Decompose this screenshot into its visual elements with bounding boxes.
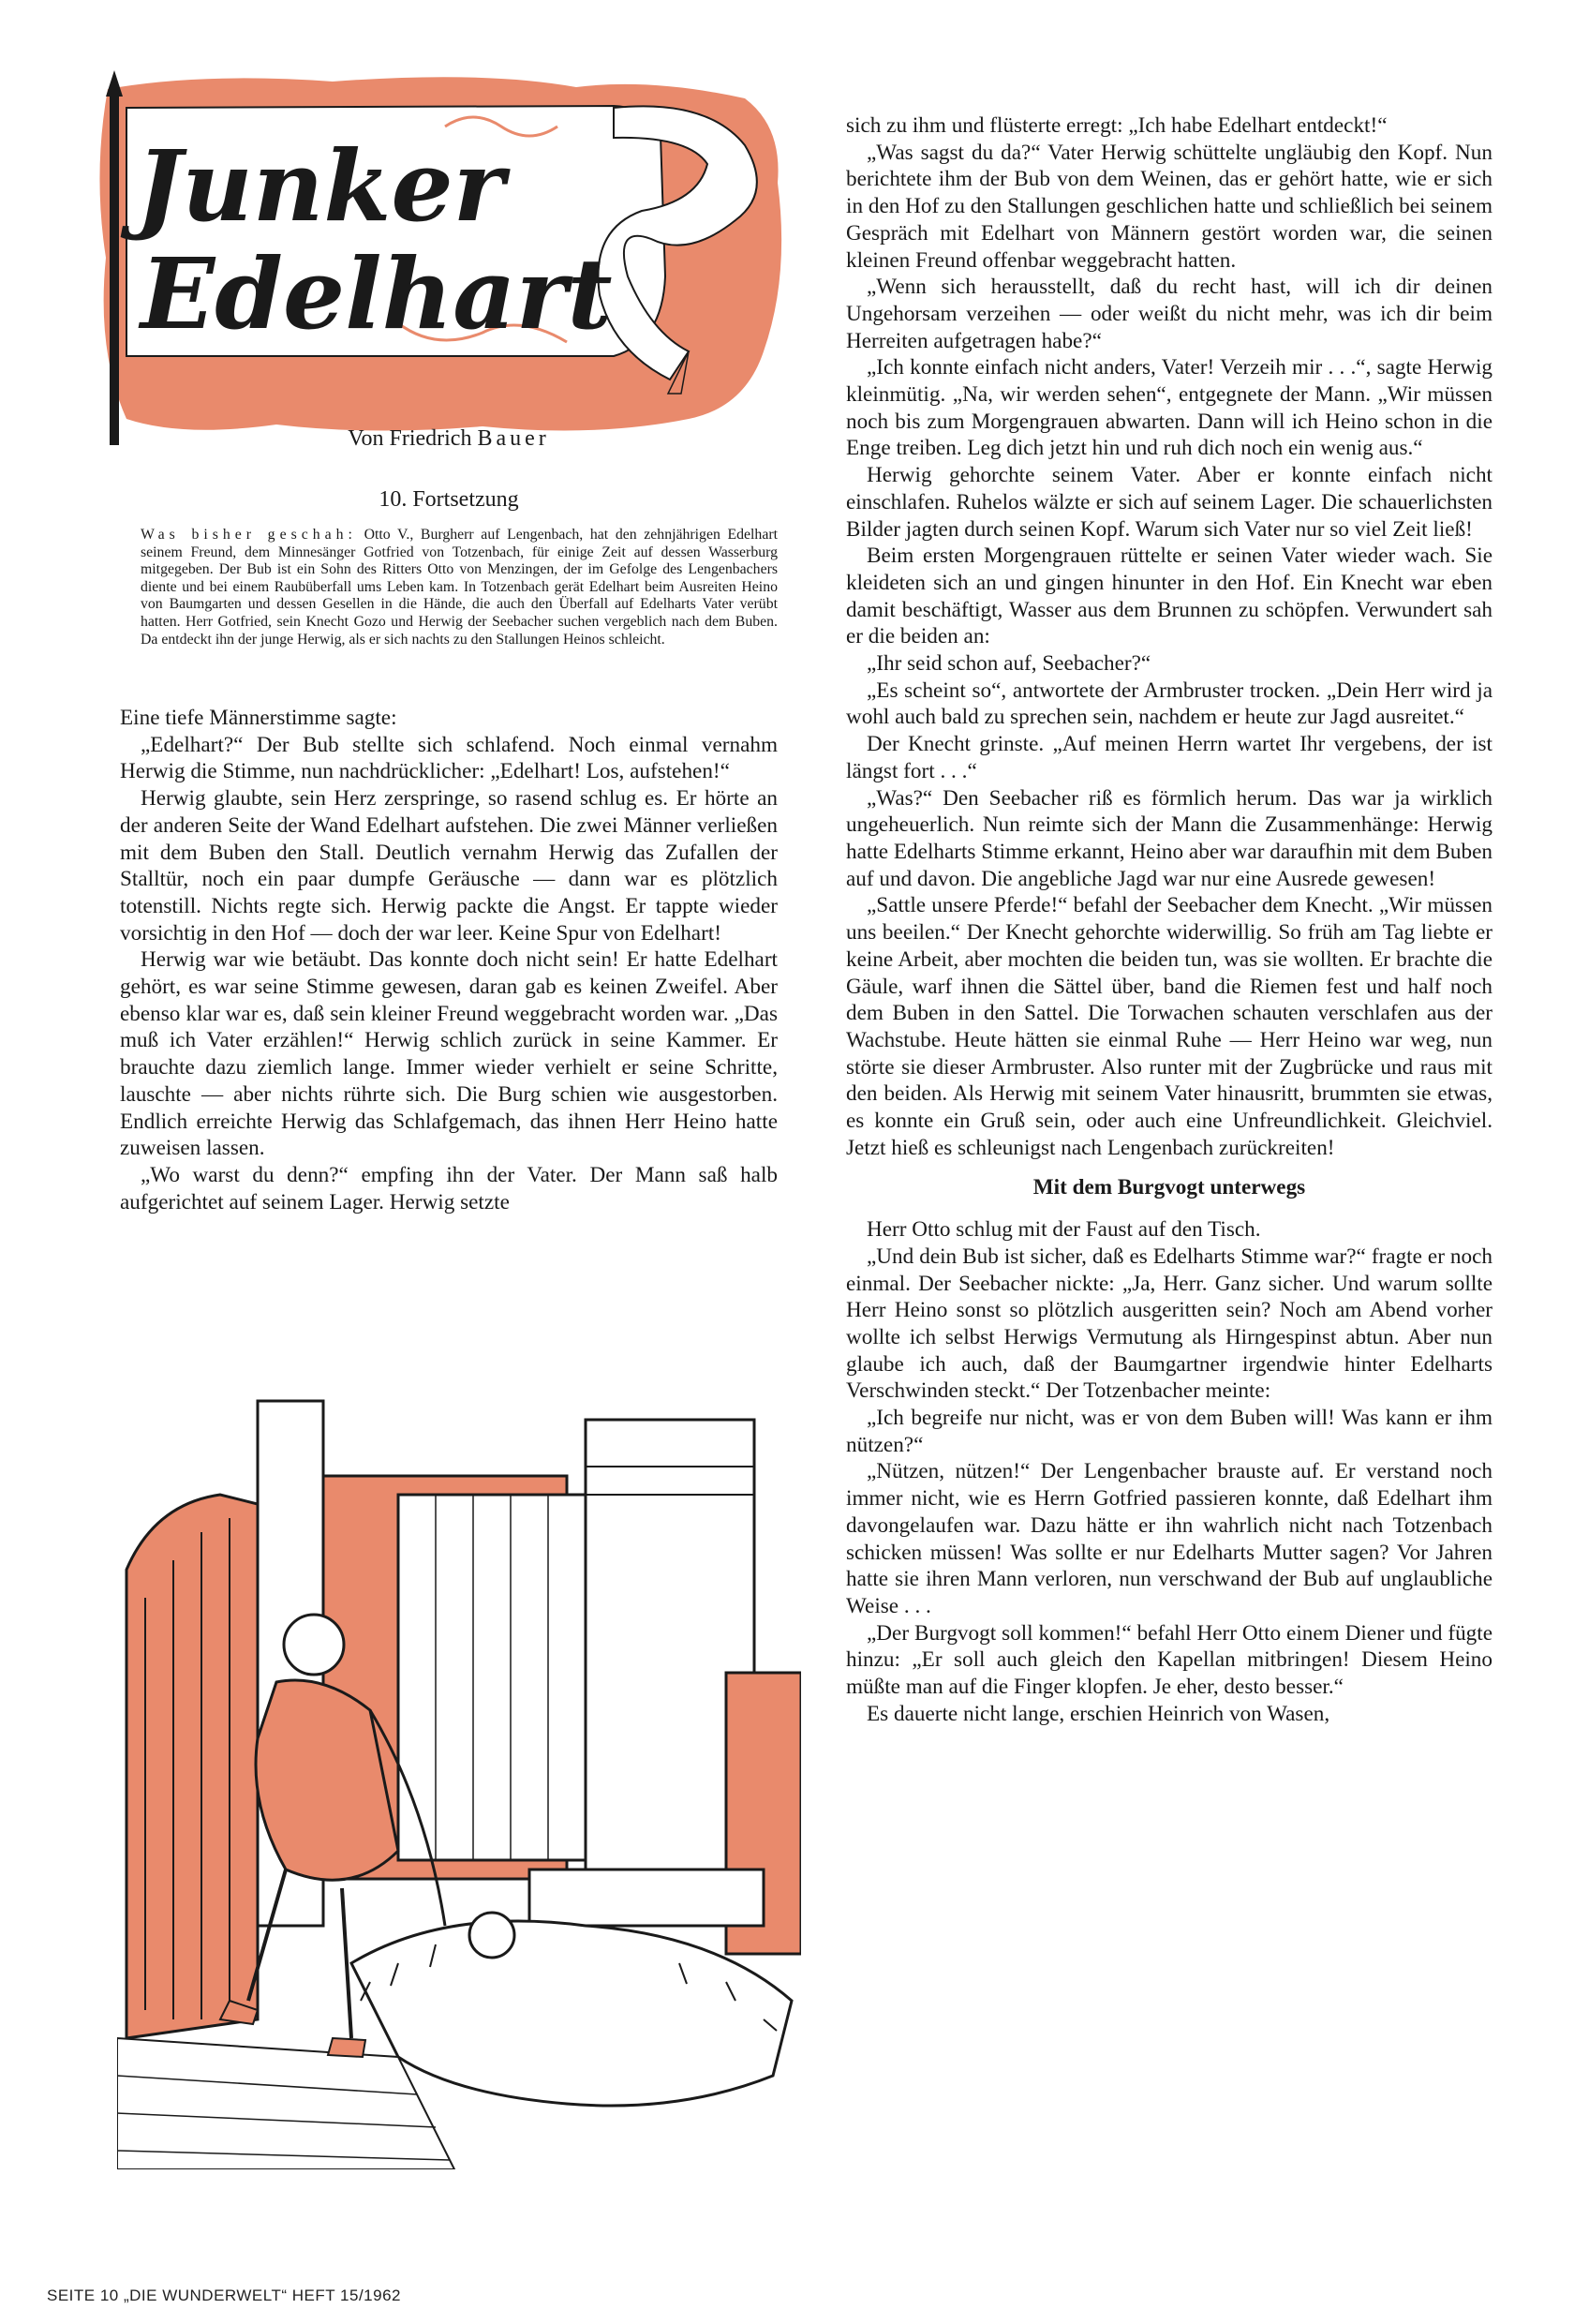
story-illustration [117,1363,801,2169]
illustration-boot [328,2038,365,2057]
left-column [120,705,778,1215]
illustration-boy-head [284,1615,344,1675]
paragraph: „Und dein Bub ist sicher, daß es Edelharts Stimme war?“ fragte er noch einmal. Der Seebacher nickte: „Ja, Herr. Ganz sicher. Und warum sollte Herr Heino sonst so plötzlich ausgeritten sein? Noch am Abend vorher wollte ich selbst Herwigs Vermutung als Hirngespinst abtun. Aber nun glaube ich auch, daß der Baumgartner irgendwie hinter Edelharts Verschwinden steckt.“ Der Totzenbacher meinte: [846,1244,1492,1404]
flag-pole-tip [106,70,123,97]
paragraph: „Wo warst du denn?“ empfing ihn der Vater. Der Mann saß halb aufgerichtet auf seinem Lager. Herwig setzte [120,1162,778,1214]
byline [120,426,778,452]
installment-label: 10. Fortsetzung [379,487,519,512]
paragraph: Herwig gehorchte seinem Vater. Aber er konnte einfach nicht einschlafen. Ruhelos wälzte er sich auf seinem Lager. Die schauerlichsten Bilder jagten durch seinen Kopf. Warum sich Vater nur so viel Zeit ließ! [846,463,1492,542]
title-line-2: Edelhart [141,236,613,351]
paragraph: „Der Burgvogt soll kommen!“ befahl Herr Otto einem Diener und fügte hinzu: „Er soll auch gleich den Kapellan mitbringen! Diesem Heino müßte man auf die Finger klopfen. Je eher, desto besser.“ [846,1620,1492,1700]
summary-text: Otto V., Burgherr auf Lengenbach, hat den zehnjährigen Edelhart seinem Freund, dem Minnesänger Gotfried von Totzenbach, für einige Zeit auf dessen Wasserburg mitgegeben. Der Bub ist ein Sohn des Ritters Otto von Menzingen, der im Gefolge des Lengenbachers diente und bei einem Raubüberfall ums Leben kam. In Totzenbach gerät Edelhart beim Ausreiten Heino von Baumgarten und dessen Gesellen in die Hände, die auch den Überfall auf Edelharts Vater verübt hatten. Herr Gotfried, sein Knecht Gozo und Herwig der Seebacher suchen vergeblich nach dem Buben. Da entdeckt ihn der junge Herwig, als er sich nachts zu den Stallungen Heinos schleicht. [141,527,778,648]
paragraph: Eine tiefe Männerstimme sagte: [120,706,397,730]
illustration-bed-frame [529,1870,764,1926]
flag-pole [110,89,119,445]
paragraph: Herr Otto schlug mit der Faust auf den Tisch. [867,1217,1261,1243]
section-heading: Mit dem Burgvogt unterwegs [1032,1175,1306,1200]
story-summary [141,527,778,648]
paragraph: Beim ersten Morgengrauen rüttelte er seinen Vater wieder wach. Sie kleideten sich an und gingen hinunter in den Hof. Ein Knecht war eben damit beschäftigt, Wasser aus dem Brunnen zu schöpfen. Verwundert sah er die beiden an: [846,544,1492,649]
summary-lead: Was bisher geschah: [141,527,357,543]
paragraph: „Was?“ Den Seebacher riß es förmlich herum. Das war ja wirklich ungeheuerlich. Nun reimte sich der Mann die Zusammenhänge: Herwig hatte Edelharts Stimme erkannt, Heino aber war daraufhin mit dem Buben auf und davon. Die angebliche Jagd war nur eine Ausrede gewesen! [846,785,1492,891]
title-banner [89,70,801,445]
byline-prefix: Von Friedrich [348,426,472,451]
paragraph: sich zu ihm und flüsterte erregt: „Ich habe Edelhart entdeckt!“ [846,113,1388,138]
paragraph: „Ich begreife nur nicht, was er von dem Buben will! Was kann er ihm nützen?“ [846,1406,1492,1457]
paragraph: Es dauerte nicht lange, erschien Heinrich von Wasen, [867,1701,1330,1726]
paragraph: „Wenn sich herausstellt, daß du recht hast, will ich dir deinen Ungehorsam verzeihen — oder weißt du nicht mehr, was ich dir beim Herreiten aufgetragen habe?“ [846,275,1492,353]
right-column [846,112,1492,1727]
page-footer: SEITE 10 „DIE WUNDERWELT“ HEFT 15/1962 [47,2287,401,2304]
paragraph: „Sattle unsere Pferde!“ befahl der Seebacher dem Knecht. „Wir müssen uns beeilen.“ Der Knecht gehorchte widerwillig. So früh am Tag liebte er keine Arbeit, aber mochten die beiden tun, was sie wollten. Er brachte die Gäule, warf ihnen die Sättel über, band die Riemen fest und half noch dem Buben in den Sattel. Die Torwachen schauten verschlafen aus der Wachstube. Heute hätten sie einmal Ruhe — Herr Heino war weg, nun störte sie dieser Armbruster. Also runter mit der Zugbrücke und raus mit den beiden. Als Herwig mit seinem Vater hinausritt, brummten sie etwas, es konnte ein Gruß sein, oder auch eine Unfreundlichkeit. Gleichviel. Jetzt hieß es schleunigst nach Lengenbach zurückreiten! [846,893,1492,1160]
paragraph: „Was sagst du da?“ Vater Herwig schüttelte ungläubig den Kopf. Nun berichtete ihm der Bub von dem Weinen, das er gehört hatte, wie er sich in den Hof zu den Stallungen geschlichen hatte und schließlich bei seinem Gespräch mit Edelhart von Männern gestört worden war, die seinen kleinen Freund offenbar weggebracht hatten. [846,140,1492,273]
paragraph: „Ich konnte einfach nicht anders, Vater! Verzeih mir . . .“, sagte Herwig kleinmütig. „Na, wir werden sehen“, entgegnete der Mann. „Wir müssen noch bis zum Morgengrauen abwarten. Dann will ich Heino schon in die Enge treiben. Leg dich jetzt hin und ruh dich noch ein wenig aus.“ [846,355,1492,461]
paragraph: Herwig glaubte, sein Herz zerspringe, so rasend schlug es. Er hörte an der anderen Seite der Wand Edelhart aufstehen. Die zwei Männer verließen mit dem Buben den Stall. Deutlich vernahm Herwig das Zufallen der Stalltür, noch ein paar dumpfe Geräusche — dann war es plötzlich totenstill. Nichts regte sich. Herwig packte die Angst. Er tappte wieder vorsichtig in den Hof — doch der war leer. Keine Spur von Edelhart! [120,786,778,946]
paragraph: „Es scheint so“, antwortete der Armbruster trocken. „Dein Herr wird ja wohl auch bald zu sprechen sein, nachdem er heute zur Jagd ausreitet.“ [846,678,1492,730]
paragraph: Herwig war wie betäubt. Das konnte doch nicht sein! Er hatte Edelhart gehört, es war seine Stimme gewesen, daran gab es keinen Zweifel. Aber ebenso klar war es, daß sein kleiner Freund weggebracht worden war. „Das muß ich Vater erzählen!“ Herwig schlich zurück in seine Kammer. Er brauchte dazu ziemlich lange. Immer wieder verhielt er seine Schritte, lauschte — aber nichts rührte sich. Die Burg schien wie ausgestorben. Endlich erreichte Herwig das Schlafgemach, das ihnen Herr Heino hatte zuweisen lassen. [120,947,778,1161]
paragraph: „Nützen, nützen!“ Der Lengenbacher brauste auf. Er verstand noch immer nicht, wie es Herrn Gotfried passieren konnte, daß Edelhart ihm davongelaufen war. Dazu hätte er ihn wahrlich nicht nach Totzenbach schicken müssen! Was sollte er nur Edelharts Mutter sagen? Vor Jahren hatte sie ihren Mann verloren, nun verschwand der Bub auf unglaubliche Weise . . . [846,1459,1492,1618]
byline-author: Bauer [477,426,550,451]
illustration-wooden-door [398,1495,586,1860]
paragraph: „Ihr seid schon auf, Seebacher?“ [867,651,1151,677]
paragraph: Der Knecht grinste. „Auf meinen Herrn wartet Ihr vergebens, der ist längst fort . . .“ [846,732,1492,783]
paragraph: „Edelhart?“ Der Bub stellte sich schlafend. Noch einmal vernahm Herwig die Stimme, nun nachdrücklicher: „Edelhart! Los, aufstehen!“ [120,732,778,784]
title-line-1: Junker [136,128,505,244]
illustration-sleeping-boy [469,1913,514,1958]
